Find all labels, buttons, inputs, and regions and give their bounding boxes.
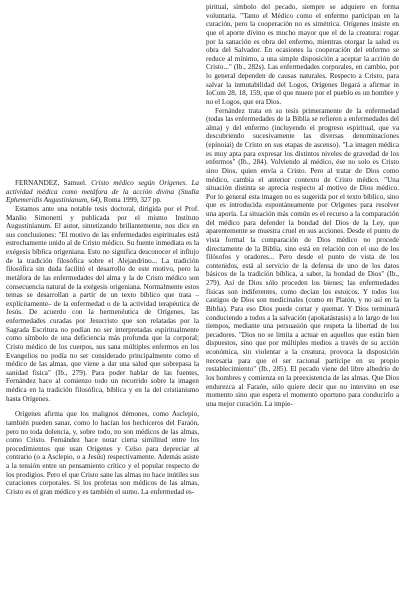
- right-paragraph-2: Fernández trata en su tesis primeramente de la enfermedad (todas las enfermedades de la Biblia se refieren a enfermedades del alma) y del enfermo (incluyendo el progreso espiritual, que va descubriendo sucesivamente las diversas denominaciones (epínoiai) de Cristo en sus etapas de ascenso). "La imagen médica es muy apta para expresar los distintos niveles de gravedad de los enfermos" (Ib., 284). Volviendo al médico, ése no solo es Cristo sino Dios, quien envía a Cristo. Pero al tratar de Dios como médico, cambia el anterior contexto de Cristo médico. "Una situación distinta se aprecia respecto al motivo de Dios médico. Por lo general esta imagen no es sugerida por el texto bíblico, sino que es introducida espontáneamente por Orígenes para resolver una aporía. La situación más común es el recurso a la comparación del médico para defender la bondad del Dios de la Ley, que aparentemente se muestra cruel en sus acciones. Desde el punto de vista formal la comparación de Dios médico no procede directamente de la Biblia, sino está en relación con el uso de los filósofos y oradores... Pero desde el punto de vista de los contenidos, está al servicio de la defensa de uno de los datos básicos de la tradición bíblica, a saber, la bondad de Dios" (Ib., 279). Así de Dios sólo proceden los bienes; las enfermedades físicas son indiferentes, como decían los estoicos. Y todos los castigos de Dios son medicinales (como en Platón, y no así en la Biblia). Para eso Dios puede cortar y quemar. Y Dios terminará conduciendo a todos a la salvación (apokatástasis) a lo largo de los tiempos, mediante una persuasión que respeta la libertad de los pecadores. "Dios no se limita a actuar en aquellos que están bien dispuestos, sino que por múltiples medios a través de su acción económica, sin violentar a la creatura, provoca la disposición necesaria para que el ser racional participe en su propio restablecimiento" (Ib., 285). El pecado viene del libre albedrío de los hombres y comienza en la preexistencia de las almas. Que Dios endurezca al Faraón, sólo quiere decir que no intervino en ese momento sino que espera el momento oportuno para conducirlo a una mejor curación. La impie-: [206, 106, 399, 408]
- right-paragraph-1: piritual, símbolo del pecado, siempre se adquiere en forma voluntaria. "Tanto el Médico como el enfermo participan en la curación, pero la cooperación no es simétrica. Orígenes insiste en que el aporte divino es mucho mayor que el de la creatura: rogar por la sanación es obra del enfermo, mientras otorgar la salud es obra del Salvador. En ocasiones la cooperación del enfermo se reduce al mínimo, a una simple disposición a aceptar la acción de Cristo..." (Ib., 282s). Las enfermedades corporales, en cambio, por lo general dependen de causas naturales. Respecto a Cristo, para salvar la inmutabilidad del Logos, Orígenes llegará a afirmar in IoCom 28, 18, 159, que el que muere por el pueblo es un hombre y no el Logos, que era Dios.: [206, 3, 399, 106]
- citation-author: FERNANDEZ, Samuel.: [15, 179, 92, 187]
- paragraph-spacer: [6, 403, 199, 410]
- citation-title: Cristo médico según Orígenes. La actividad médica como metáfora de la acción divina (Studia Ephemeridis Augustinianum, 64): [6, 179, 199, 205]
- citation-publication: , Roma 1999, 327 pp.: [100, 196, 162, 205]
- bibliographic-citation: [6, 179, 199, 205]
- left-column: [6, 3, 199, 497]
- right-column: [206, 3, 399, 408]
- left-paragraph-2: Orígenes afirma que los malignos démones, como Asclepio, también pueden sanar, como lo hacían los hechiceros del Faraón, pero no toda dolencia, y, sobre todo, no son médicos de las almas, como Cristo. Fernández hace notar cierta similitud entre los procedimientos que usan Orígenes y Celso para depreciar al contrario (o a Asclepio, o a Jesús) respectivamente. Además asiste a la tensión entre un pensamiento crítico y el popular respecto de los prodigios. Pero el que Cristo sane las almas no hace inútiles sus curaciones corporales. Si los profetas son médicos de las almas, Cristo es el gran médico y es también el sumo. La enfermedad es-: [6, 410, 199, 496]
- top-blank-area: [6, 3, 199, 179]
- left-paragraph-1: Estamos ante una notable tesis doctoral, dirigida por el Prof. Manlio Simonetti y publicada por el mismo Instituto Augustinianum. El autor, sintetizando brillantemente, nos dice en sus conclusiones: "El motivo de las enfermedades espirituales está estrechamente unido al de Cristo médico. Su fuente inmediata es la exégesis bíblica origeniana. Esto no significa desconocer el influjo de la tradición filosófica sobre el Alejandrino... La tradición filosófica sin duda facilitó el desarrollo de este motivo, pero la metáfora de las enfermedades del alma y la de Cristo médico son consecuencia natural de la exégesis origeniana. Normalmente estos temas se desarrollan a partir de un texto bíblico que trata –explícitamente– de la enfermedad o de la actividad terapéutica de Jesús. De acuerdo con la hermenéutica de Orígenes, las enfermedades curadas por Jesucristo que son relatadas por la Sagrada Escritura no podían no ser interpretadas espiritualmente como símbolo de una deficiencia más profunda que la corporal; Cristo médico de los cuerpos, sus sana múltiples enfermos en los Evangelios no podía no ser considerado principalmente como el médico de las almas, que viene a dar una salud que sobrepasa la sanidad física" (Ib., 279). Para poder hablar de las fuentes, Fernández hace al comienzo todo un recorrido sobre la imagen médica en la tradición filosófica, bíblica y en la del cristianismo hasta Orígenes.: [6, 204, 199, 403]
